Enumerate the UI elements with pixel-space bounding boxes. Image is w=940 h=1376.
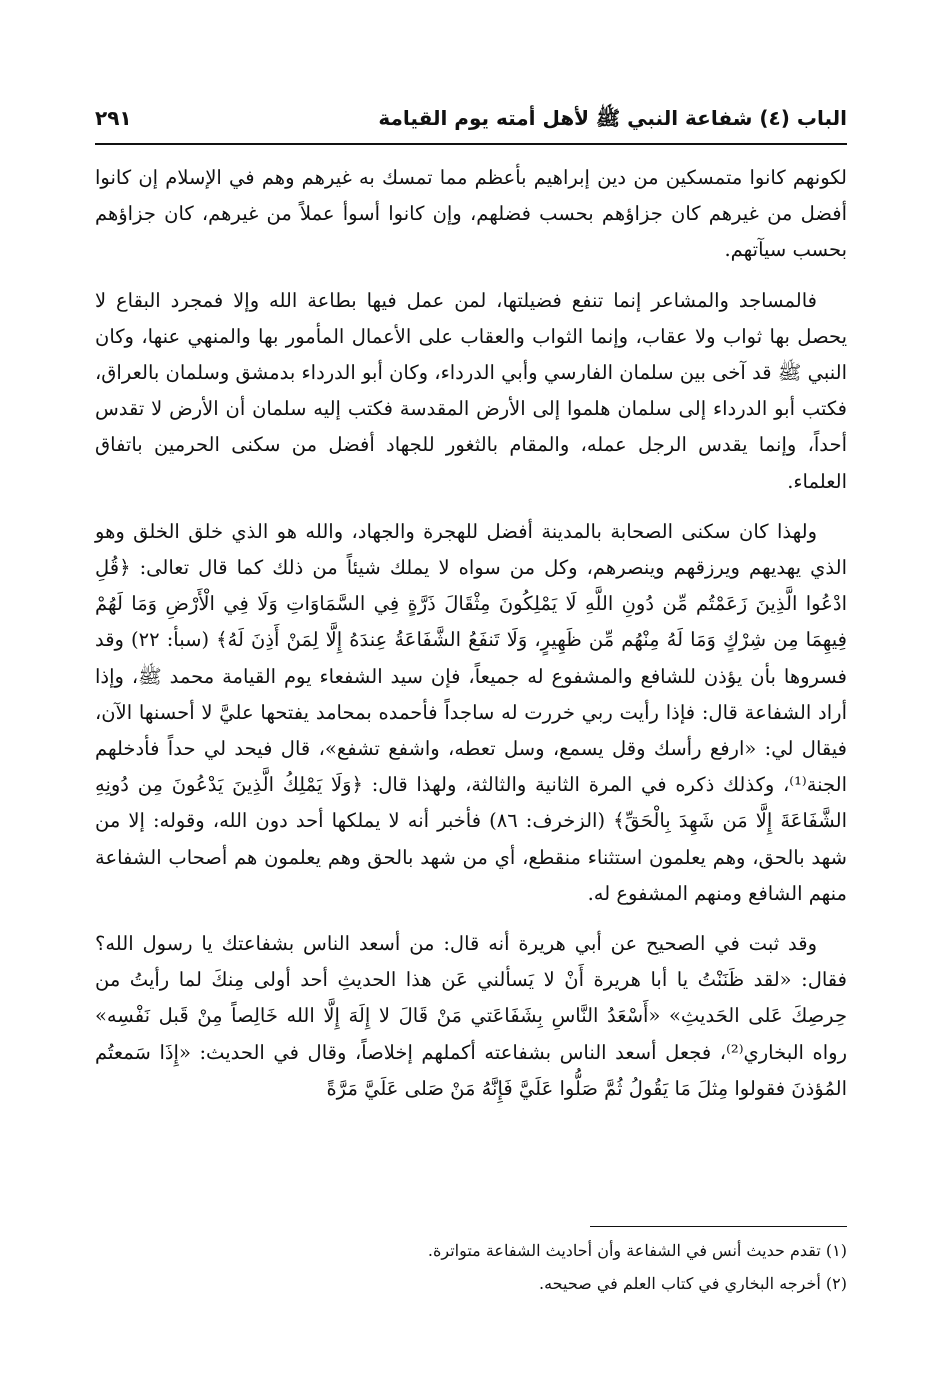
main-text [95,160,847,1121]
paragraph-1: لكونهم كانوا متمسكين من دين إبراهيم بأعظم مما تمسك به غيرهم وهم في الإسلام إن كانوا أفضل من غيرهم كان جزاؤهم بحسب فضلهم، وإن كانوا أسوأ عملاً من غيرهم، كان جزاؤهم بحسب سيآتهم. [95,166,847,262]
paragraph-3: ولهذا كان سكنى الصحابة بالمدينة أفضل للهجرة والجهاد، والله هو الذي خلق الخلق وهو الذي يهديهم ويرزقهم وينصرهم، وكل من سواه لا يملك شيئاً من ذلك كما قال تعالى: ﴿قُلِ ادْعُوا الَّذِينَ زَعَمْتُم مِّن دُونِ اللَّهِ لَا يَمْلِكُونَ مِثْقَالَ ذَرَّةٍ فِي السَّمَاوَاتِ وَلَا فِي الْأَرْضِ وَمَا لَهُمْ فِيهِمَا مِن شِرْكٍ وَمَا لَهُ مِنْهُم مِّن ظَهِيرٍ، وَلَا تَنفَعُ الشَّفَاعَةُ عِندَهُ إِلَّا لِمَنْ أَذِنَ لَهُ﴾ (سبأ: ٢٢) وقد فسروها بأن يؤذن للشافع والمشفوع له جميعاً، فإن سيد الشفعاء يوم القيامة محمد ﷺ، وإذا أراد الشفاعة قال: فإذا رأيت ربي خررت له ساجداً فأحمده بمحامد يفتحها عليَّ لا أحسنها الآن، فيقال لي: «ارفع رأسك وقل يسمع، وسل تعطه، واشفع تشفع»، قال فيحد لي حداً فأدخلهم الجنة⁽¹⁾، وكذلك ذكره في المرة الثانية والثالثة، ولهذا قال: ﴿وَلَا يَمْلِكُ الَّذِينَ يَدْعُونَ مِن دُونِهِ الشَّفَاعَةَ إِلَّا مَن شَهِدَ بِالْحَقِّ﴾ (الزخرف: ٨٦) فأخبر أنه لا يملكها أحد دون الله، وقوله: إلا من شهد بالحق، وهم يعلمون استثناء منقطع، أي من شهد بالحق وهم يعلمون هم أصحاب الشفاعة منهم الشافع ومنهم المشفوع له. [95,519,848,905]
paragraph-4: وقد ثبت في الصحيح عن أبي هريرة أنه قال: من أسعد الناس بشفاعتك يا رسول الله؟ فقال: «لقد ظَنَنْتُ يا أبا هريرة أَنْ لا يَسألني عَن هذا الحديثِ أحد أولى مِنكَ لما رأيتُ من حِرصِكَ عَلى الحَديثِ» «أَسْعَدُ النَّاسِ بِشَفَاعَتي مَنْ قَالَ لا إِلَهَ إِلَّا الله خَالِصاً مِنْ قَبل نَفْسِه» رواه البخاري⁽²⁾، فجعل أسعد الناس بشفاعته أكملهم إخلاصاً، وقال في الحديث: «إِذَا سَمعتُم المُؤذنَ فقولوا مِثلَ مَا يَقُولُ ثُمَّ صَلُّوا عَلَيَّ فَإِنَّهُ مَنْ صَلى عَلَيَّ مَرَّةً [95,932,847,1100]
paragraph-2: فالمساجد والمشاعر إنما تنفع فضيلتها، لمن عمل فيها بطاعة الله وإلا فمجرد البقاع لا يحصل بها ثواب ولا عقاب، وإنما الثواب والعقاب على الأعمال المأمور بها والمنهي عنها، وكان النبي ﷺ قد آخى بين سلمان الفارسي وأبي الدرداء، وكان أبو الدرداء بدمشق وسلمان بالعراق، فكتب أبو الدرداء إلى سلمان هلموا إلى الأرض المقدسة فكتب إليه سلمان أن الأرض لا تقدس أحداً، وإنما يقدس الرجل عمله، والمقام بالثغور للجهاد أفضل من سكنى الحرمين باتفاق العلماء. [95,288,847,493]
footnotes [95,1234,847,1300]
footnote-1: (١) تقدم حديث أنس في الشفاعة وأن أحاديث الشفاعة متواترة. [427,1241,847,1260]
page-number: ٢٩١ [95,106,132,130]
footnote-divider [590,1226,847,1227]
page-header [95,104,847,140]
footnote-2: (٢) أخرجه البخاري في كتاب العلم في صحيحه. [539,1274,847,1293]
header-divider [95,143,847,145]
chapter-title: الباب (٤) شفاعة النبي ﷺ لأهل أمته يوم القيامة [378,106,847,130]
